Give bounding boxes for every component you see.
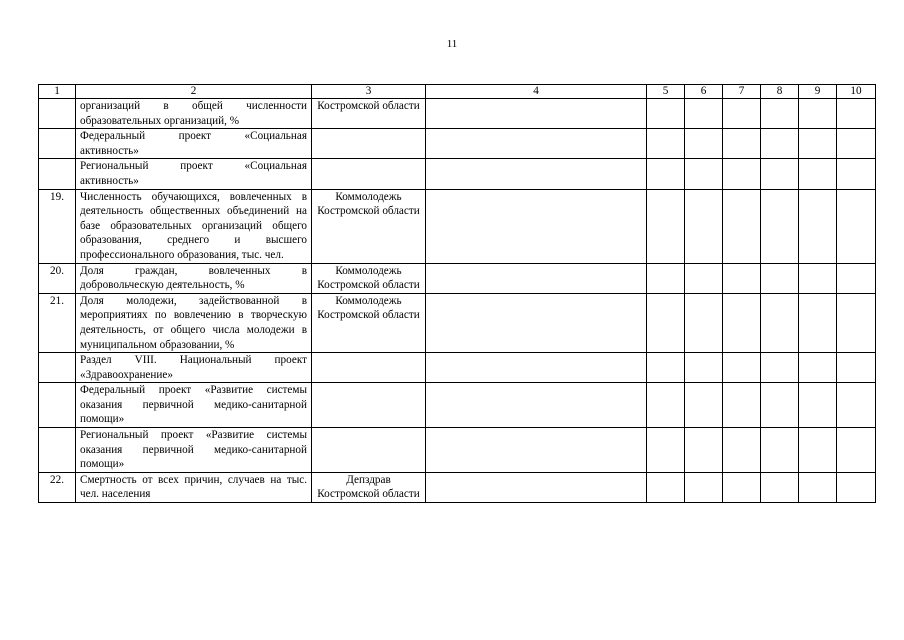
table-cell xyxy=(426,353,647,383)
table-cell xyxy=(761,99,799,129)
table-cell xyxy=(685,189,723,263)
table-cell xyxy=(647,353,685,383)
table-row xyxy=(39,129,876,159)
header-row xyxy=(39,85,876,99)
indicator-name: Региональный проект «Развитие системы оказания первичной медико-санитарной помощи» xyxy=(76,428,312,473)
table-cell xyxy=(837,263,876,293)
table-cell xyxy=(761,383,799,428)
column-header: 9 xyxy=(799,85,837,99)
table-cell xyxy=(685,263,723,293)
responsible-executor: Коммолодежь Костромской области xyxy=(312,293,426,352)
column-header: 2 xyxy=(76,85,312,99)
table-cell xyxy=(799,189,837,263)
row-number xyxy=(39,129,76,159)
table-cell xyxy=(723,189,761,263)
indicator-name: Доля молодежи, задействованной в мероприятиях по вовлечению в творческую деятельность, от общего числа молодежи в муниципальном образовании, % xyxy=(76,293,312,352)
table-row xyxy=(39,263,876,293)
table-cell xyxy=(761,428,799,473)
table-cell xyxy=(723,129,761,159)
responsible-executor xyxy=(312,129,426,159)
responsible-executor xyxy=(312,159,426,189)
table-row xyxy=(39,293,876,352)
indicator-name: Численность обучающихся, вовлеченных в деятельность общественных объединений на базе образовательных организаций общего образования, среднего и высшего профессионального образования, тыс. чел. xyxy=(76,189,312,263)
row-number xyxy=(39,353,76,383)
column-header: 10 xyxy=(837,85,876,99)
table-cell xyxy=(647,428,685,473)
table-cell xyxy=(723,428,761,473)
responsible-executor: Костромской области xyxy=(312,99,426,129)
row-number xyxy=(39,428,76,473)
table-cell xyxy=(426,383,647,428)
responsible-executor xyxy=(312,353,426,383)
column-header: 8 xyxy=(761,85,799,99)
table-cell xyxy=(647,472,685,502)
table-cell xyxy=(761,293,799,352)
table-cell xyxy=(723,263,761,293)
table-cell xyxy=(647,129,685,159)
indicator-name: Федеральный проект «Развитие системы оказания первичной медико-санитарной помощи» xyxy=(76,383,312,428)
table-cell xyxy=(799,129,837,159)
table-cell xyxy=(426,263,647,293)
table-cell xyxy=(761,353,799,383)
table-cell xyxy=(723,99,761,129)
table-row xyxy=(39,99,876,129)
table-cell xyxy=(761,189,799,263)
table-cell xyxy=(837,428,876,473)
table-cell xyxy=(723,353,761,383)
table-cell xyxy=(685,353,723,383)
table-cell xyxy=(837,293,876,352)
table-row xyxy=(39,472,876,502)
responsible-executor xyxy=(312,383,426,428)
table-cell xyxy=(426,189,647,263)
column-header: 3 xyxy=(312,85,426,99)
table-cell xyxy=(426,428,647,473)
table-cell xyxy=(837,472,876,502)
table-cell xyxy=(723,383,761,428)
table-cell xyxy=(685,99,723,129)
page-number: 11 xyxy=(446,38,458,50)
table-row xyxy=(39,383,876,428)
responsible-executor: Коммолодежь Костромской области xyxy=(312,263,426,293)
table-cell xyxy=(426,129,647,159)
table-row xyxy=(39,159,876,189)
row-number xyxy=(39,383,76,428)
table-cell xyxy=(723,159,761,189)
table-cell xyxy=(685,472,723,502)
table-cell xyxy=(837,99,876,129)
table-row xyxy=(39,353,876,383)
table-cell xyxy=(685,159,723,189)
table-cell xyxy=(837,189,876,263)
indicator-name: Раздел VIII. Национальный проект «Здравоохранение» xyxy=(76,353,312,383)
table-cell xyxy=(837,159,876,189)
table-cell xyxy=(837,353,876,383)
table-cell xyxy=(799,428,837,473)
table-cell xyxy=(799,383,837,428)
table-cell xyxy=(799,293,837,352)
indicator-name: Федеральный проект «Социальная активность» xyxy=(76,129,312,159)
indicator-name: Смертность от всех причин, случаев на тыс. чел. населения xyxy=(76,472,312,502)
table-cell xyxy=(837,383,876,428)
responsible-executor xyxy=(312,428,426,473)
table-cell xyxy=(685,129,723,159)
table-cell xyxy=(723,472,761,502)
table-cell xyxy=(647,99,685,129)
column-header: 7 xyxy=(723,85,761,99)
table-row xyxy=(39,189,876,263)
table-cell xyxy=(426,99,647,129)
column-header: 5 xyxy=(647,85,685,99)
table-cell xyxy=(799,159,837,189)
column-header: 6 xyxy=(685,85,723,99)
table-cell xyxy=(647,383,685,428)
table-cell xyxy=(761,263,799,293)
table-cell xyxy=(426,159,647,189)
table-cell xyxy=(799,472,837,502)
table-cell xyxy=(723,293,761,352)
indicator-table xyxy=(38,84,876,503)
row-number: 19. xyxy=(39,189,76,263)
table-cell xyxy=(685,428,723,473)
column-header: 1 xyxy=(39,85,76,99)
table-cell xyxy=(837,129,876,159)
row-number: 21. xyxy=(39,293,76,352)
table-cell xyxy=(647,263,685,293)
responsible-executor: Депздрав Костромской области xyxy=(312,472,426,502)
indicator-name: Региональный проект «Социальная активность» xyxy=(76,159,312,189)
table-cell xyxy=(685,293,723,352)
row-number xyxy=(39,99,76,129)
table-cell xyxy=(799,353,837,383)
table-cell xyxy=(426,293,647,352)
table-cell xyxy=(799,99,837,129)
column-header: 4 xyxy=(426,85,647,99)
row-number xyxy=(39,159,76,189)
table-cell xyxy=(426,472,647,502)
table-cell xyxy=(685,383,723,428)
row-number: 22. xyxy=(39,472,76,502)
indicator-name: организаций в общей численности образовательных организаций, % xyxy=(76,99,312,129)
indicator-name: Доля граждан, вовлеченных в добровольческую деятельность, % xyxy=(76,263,312,293)
responsible-executor: Коммолодежь Костромской области xyxy=(312,189,426,263)
table-cell xyxy=(761,159,799,189)
table-cell xyxy=(647,189,685,263)
table-cell xyxy=(761,472,799,502)
table-row xyxy=(39,428,876,473)
row-number: 20. xyxy=(39,263,76,293)
table-cell xyxy=(647,159,685,189)
table-cell xyxy=(761,129,799,159)
table-cell xyxy=(799,263,837,293)
table-cell xyxy=(647,293,685,352)
